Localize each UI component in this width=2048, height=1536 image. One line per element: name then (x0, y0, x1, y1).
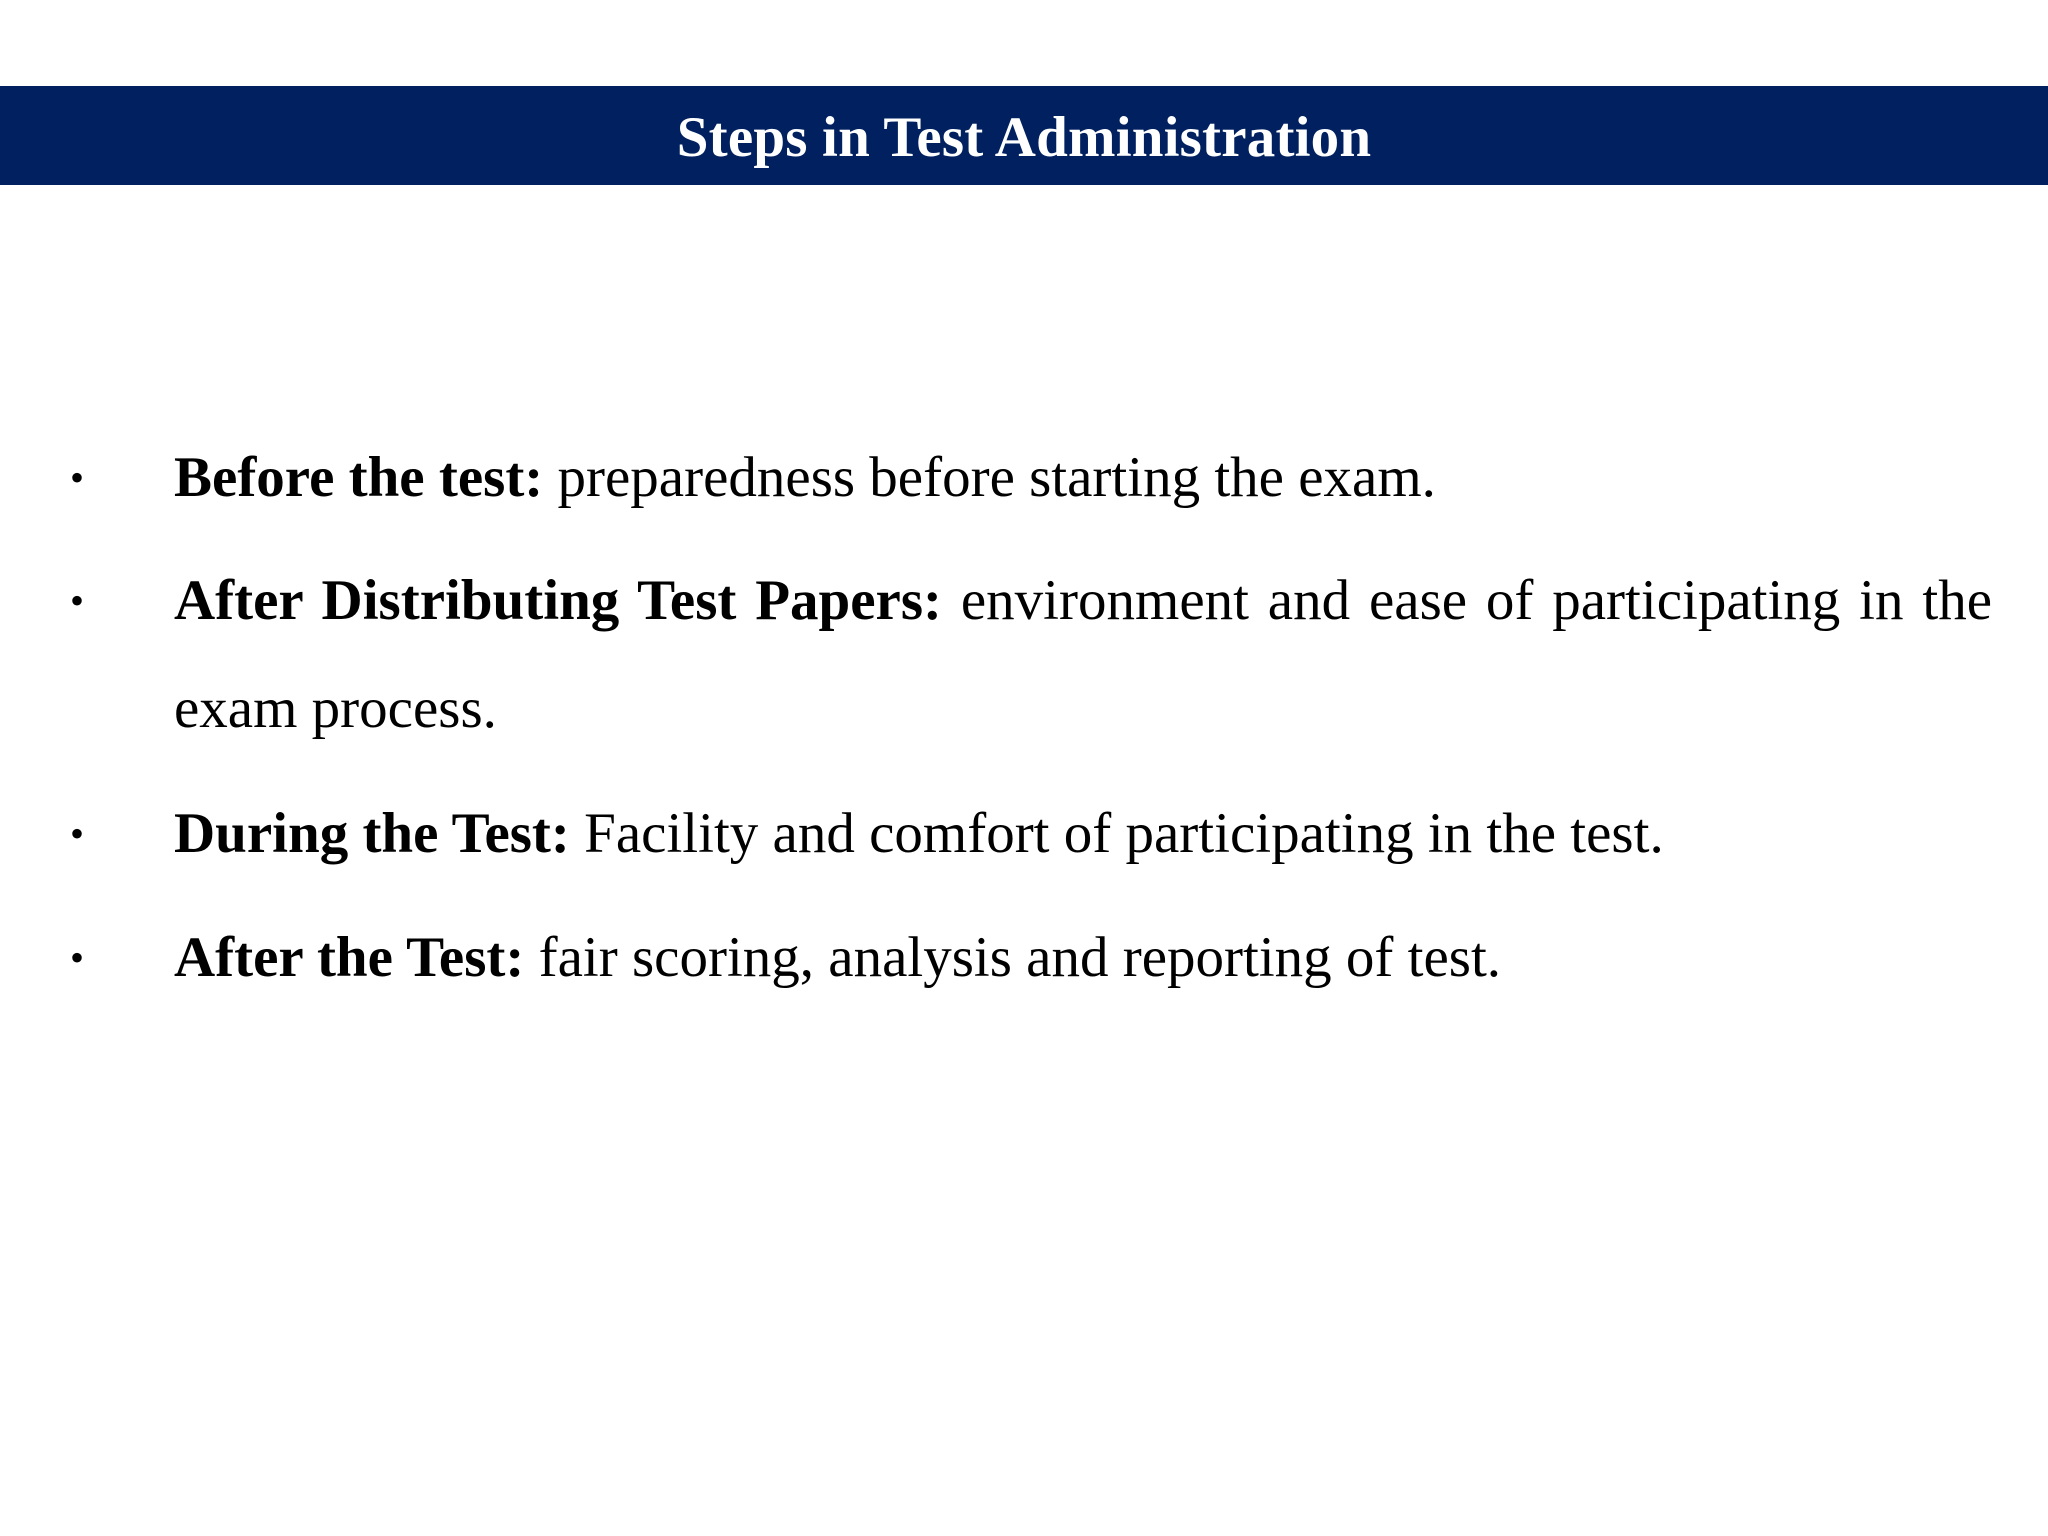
bullet-text (174, 547, 1992, 763)
slide-title: Steps in Test Administration (676, 106, 1372, 169)
bullet-term: After the Test: (174, 926, 525, 989)
bullet-description: preparedness before starting the exam. (557, 446, 1436, 509)
bullet-text (174, 424, 1992, 532)
bullet-term: During the Test: (174, 802, 570, 865)
bullet-description: fair scoring, analysis and reporting of test. (538, 926, 1502, 989)
bullet-marker: • (70, 935, 85, 980)
bullet-text (174, 904, 1992, 1012)
bullet-marker: • (70, 455, 85, 500)
bullet-description: environment and ease of participating in the exam process. (174, 569, 1992, 740)
bullet-marker: • (70, 811, 85, 856)
bullet-term: After Distributing Test Papers: (174, 569, 942, 632)
bullet-text (174, 780, 1992, 888)
bullet-description: Facility and comfort of participating in the test. (584, 802, 1664, 865)
bullet-term: Before the test: (174, 446, 544, 509)
title-bar (0, 86, 2048, 185)
bullet-marker: • (70, 578, 85, 623)
